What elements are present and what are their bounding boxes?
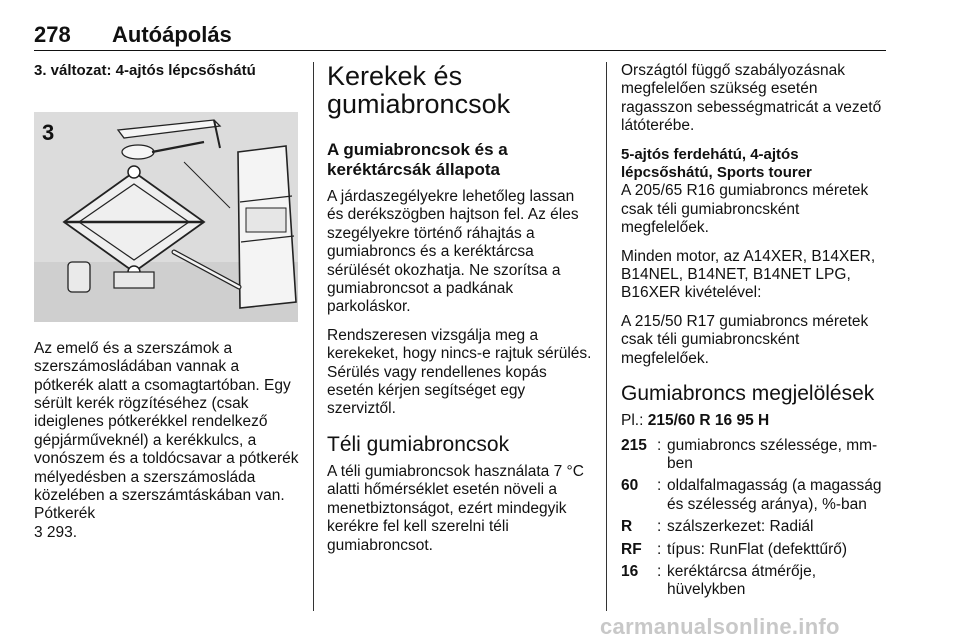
section-heading-wheels: Kerekek és gumiabroncsok xyxy=(327,61,511,119)
definition-row: R : szálszerkezet: Radiál xyxy=(621,518,891,536)
definition-row: 60 : oldalfalmagasság (a magasság és szélesség aránya), %-ban xyxy=(621,477,891,514)
cross-reference[interactable]: 3 293. xyxy=(34,523,78,541)
page-header xyxy=(34,10,886,51)
definition-term: 215 xyxy=(621,436,647,454)
paragraph-inspection: Rendszeresen vizsgálja meg a kerekeket, hogy nincs-e rajtuk sérülés. Sérülés vagy rendellenes kopás esetén kérjen segítséget egy szerviztől. xyxy=(327,326,592,418)
definition-row: 16 : keréktárcsa átmérője, hüvelykben xyxy=(621,563,891,600)
subheading-condition: A gumiabroncsok és a keréktárcsák állapota xyxy=(327,140,508,179)
paragraph-winter: A téli gumiabroncsok használata 7 °C alatti hőmérséklet esetén növeli a menetbiztonságot, ezért mindegyik kerékre fel kell szerelni téli gumiabroncsot. xyxy=(327,462,584,554)
column-divider xyxy=(313,62,314,611)
definition-term: R xyxy=(621,518,633,536)
column-2 xyxy=(327,62,593,565)
toolbox-illustration xyxy=(34,112,298,322)
paragraph-speed-sticker: Országtól függő szabályozásnak megfelelően szükség esetén ragasszon sebességmatricát a vezető látóterébe. xyxy=(621,62,882,135)
paragraph-tyre-size-1: A 205/65 R16 gumiabroncs méretek csak téli gumiabroncsként megfelelőek. xyxy=(621,182,869,237)
definition-row: RF : típus: RunFlat (defekttűrő) xyxy=(621,541,891,559)
subheading-body-types: 5-ajtós ferdehátú, 4-ajtós lépcsőshátú, Sports tourer xyxy=(621,145,812,182)
column-3 xyxy=(621,62,891,604)
definition-term: 16 xyxy=(621,562,639,580)
page-number: 278 xyxy=(34,22,71,47)
paragraph-engines: Minden motor, az A14XER, B14XER, B14NEL, B14NET, B14NET LPG, B16XER kivételével: xyxy=(621,247,876,302)
definition-term: 60 xyxy=(621,477,639,495)
paragraph-tyre-size-2: A 215/50 R17 gumiabroncs méretek csak téli gumiabroncsként megfelelőek. xyxy=(621,312,869,367)
variant-subheading: 3. változat: 4-ajtós lépcsőshátú xyxy=(34,62,256,79)
section-heading-markings: Gumiabroncs megjelölések xyxy=(621,382,875,406)
example-code: 215/60 R 16 95 H xyxy=(647,412,770,430)
definition-text: szálszerkezet: Radiál xyxy=(667,518,814,536)
definition-term: RF xyxy=(621,540,642,558)
definition-row: 215 : gumiabroncs szélessége, mm-ben xyxy=(621,437,891,474)
definition-text: gumiabroncs szélessége, mm-ben xyxy=(667,436,878,472)
page-title: Autóápolás xyxy=(112,22,232,47)
figure-number: 3 xyxy=(42,120,55,146)
watermark: carmanualsonline.info xyxy=(600,614,840,639)
marking-definition-list xyxy=(621,437,891,600)
column-1 xyxy=(34,62,299,552)
definition-text: keréktárcsa átmérője, hüvelykben xyxy=(667,562,817,599)
example-line xyxy=(621,412,891,430)
paragraph-curbs: A járdaszegélyekre lehetőleg lassan és derékszögben hajtson fel. Az éles szegélyekre történő ráhajtás a gumiabroncs és a keréktárcsa sérülését okozhatja. Ne szorítsa a gumiabroncsot a padkának parkoláskor. xyxy=(327,188,579,316)
section-heading-winter: Téli gumiabroncsok xyxy=(327,432,510,456)
example-prefix: Pl.: xyxy=(621,412,644,430)
column-divider xyxy=(606,62,607,611)
toolbox-paragraph: Az emelő és a szerszámok a szerszámosládában vannak a pótkerék alatt a csomagtartóban. Egy sérült kerék rögzítéséhez (csak ideiglenes pótkerékkel rendelkező gépjárműveknél) a kerékkulcs, a vonószem és a toldócsavar a pótkerék mélyedésben a szerszámosláda közelében a szerszámtáskában van. Pótkerék xyxy=(34,339,299,523)
definition-text: típus: RunFlat (defekttűrő) xyxy=(667,540,848,558)
definition-text: oldalfalmagasság (a magasság és szélesség aránya), %-ban xyxy=(667,477,882,513)
